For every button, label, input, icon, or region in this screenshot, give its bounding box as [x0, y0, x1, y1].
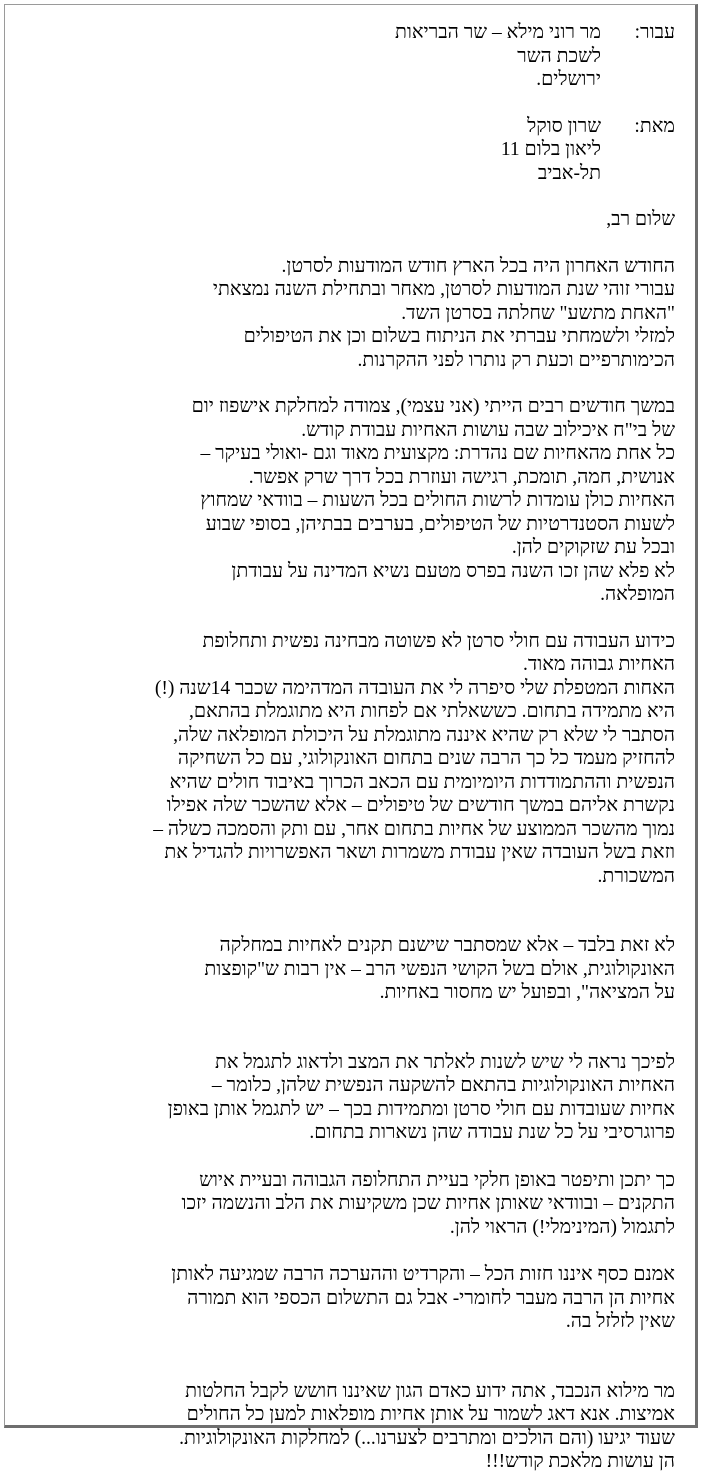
recipient-block — [19, 21, 675, 92]
text-line: האחיות האונקולוגיות בהתאם להשקעה הנפשית שלהן, כלומר – — [211, 1075, 675, 1096]
text-line: הן עושות מלאכת קודש!!! — [485, 1451, 675, 1472]
paragraph-2 — [19, 395, 675, 607]
text-line: על המציאה", ובפועל יש מחסור באחיות. — [379, 982, 675, 1003]
text-line: התקנים – ובוודאי שאותן אחיות שכן משקיעות את הלב והנשמה יזכו — [181, 1193, 675, 1214]
text-line: ובכל עת שזקוקים להן. — [511, 537, 675, 558]
text-line: "האחת מתשע" שחלתה בסרטן השד. — [401, 302, 675, 324]
text-line: מר מילוא הנכבד, אתה ידוע כאדם הגון שאיננו חושש לקבל החלטות — [185, 1380, 675, 1402]
text-line: המשכורת. — [597, 865, 675, 887]
paragraph-4 — [19, 934, 675, 1005]
paragraph-8 — [19, 1380, 675, 1474]
paragraph-1 — [19, 255, 675, 373]
text-line: נמוך מהשכר הממוצע של אחיות בתחום אחר, עם ותק והסמכה כשלה – — [153, 818, 675, 840]
text-line: עבורי זוהי שנת המודעות לסרטן, מאחר ובתחילת השנה נמצאתי — [212, 279, 675, 300]
text-line: החודש האחרון היה בכל הארץ חודש המודעות לסרטן. — [281, 255, 675, 277]
sender-block — [19, 115, 675, 186]
recipient-line: מר רוני מילא – שר הבריאות — [394, 22, 601, 43]
text-line: למזלי ולשמחתי עברתי את הניתוח בשלום וכן את הטיפולים — [243, 326, 675, 347]
sender-lines — [501, 115, 613, 186]
paragraph-3 — [19, 630, 675, 889]
text-line: הסתבר לי שלא רק שהיא איננה מתוגמלת על היכולת המופלאה שלה, — [173, 724, 675, 746]
text-line: האונקולוגית, אולם בשל הקושי הנפשי הרב – אין רבות ש"קופצות — [204, 958, 675, 980]
text-line: שעוד יגיעו (והם הולכים ומתרבים לצערנו...) למחלקות האונקולוגיות. — [179, 1427, 675, 1449]
text-line: כידוע העבודה עם חולי סרטן לא פשוטה מבחינה נפשית ותחלופת — [202, 630, 675, 652]
text-line: להחזיק מעמד כל כך הרבה שנים בתחום האונקולוגי, עם כל השחיקה — [177, 748, 675, 769]
recipient-line: ירושלים. — [536, 69, 601, 90]
text-line: אמיצות. אנא דאג לשמור על אותן אחיות מופלאות למען כל החולים — [186, 1404, 675, 1425]
text-line: כך יתכן ותיפטר באופן חלקי בעיית התחלופה הגבוהה ובעיית איוש — [199, 1169, 675, 1191]
sender-label: מאת: — [634, 115, 675, 137]
text-line: פרוגרסיבי על כל שנת עבודה שהן נשארות בתחום. — [309, 1122, 675, 1143]
sender-line: שרון סוקל — [527, 115, 601, 137]
text-line: במשך חודשים רבים הייתי (אני עצמי), צמודה למחלקת אישפוז יום — [191, 396, 675, 417]
text-line: לתגמול (המינימלי!) הראוי להן. — [449, 1216, 675, 1238]
text-line: נקשרת אליהם במשך חודשים של טיפולים – אלא שהשכר שלה אפילו — [166, 795, 675, 816]
recipient-line: לשכת השר — [517, 45, 601, 67]
text-line: לשעות הסטנדרטיות של הטיפולים, בערבים בבתיהן, בסופי שבוע — [205, 513, 675, 535]
text-line: האחיות גבוהה מאוד. — [523, 654, 675, 675]
text-line: המופלאה. — [600, 584, 675, 605]
text-line: אחיות שעובדות עם חולי סרטן ומתמידות בכך – יש לתגמל אותן באופן — [167, 1098, 675, 1120]
text-line: הנפשית וההתמודדות היומיומית עם הכאב הכרוך באיבוד חולים שהיא — [169, 771, 675, 793]
text-line: אחיות הן הרבה מעבר לחומרי- אבל גם התשלום הכספי הוא תמורה — [187, 1287, 675, 1309]
text-line: שאין לזלזל בה. — [565, 1311, 675, 1332]
text-line: אנושית, חמה, תומכת, רגישה ועוזרת בכל דרך שרק אפשר. — [248, 466, 675, 488]
text-line: כל אחת מהאחיות שם נהדרת: מקצועית מאוד וגם -ואולי בעיקר – — [200, 443, 675, 464]
paragraph-5 — [19, 1051, 675, 1145]
recipient-label: עבור: — [634, 22, 675, 43]
text-line: אמנם כסף איננו חזות הכל – והקרדיט וההערכה הרבה שמגיעה לאותן — [171, 1264, 675, 1285]
letter-body — [19, 21, 675, 1474]
sender-line: ליאון בלום 11 — [500, 139, 601, 160]
text-line: לא זאת בלבד – אלא שמסתבר שישנם תקנים לאחיות במחלקה — [219, 935, 675, 956]
text-line: לפיכך נראה לי שיש לשנות לאלתר את המצב ולדאוג לתגמל את — [214, 1051, 675, 1073]
text-line: של בי"ח איכילוב שבה עושות האחיות עבודת קודש. — [301, 419, 675, 441]
text-line: האחיות כולן עומדות לרשות החולים בכל השעות – בוודאי שמחוץ — [200, 490, 675, 511]
text-line: לא פלא שהן זכו השנה בפרס מטעם נשיא המדינה על עבודתן — [231, 560, 675, 582]
text-line: הכימותרפיים וכעת רק נותרו לפני ההקרנות. — [357, 349, 675, 371]
text-line: האחות המטפלת שלי סיפרה לי את העובדה המדהימה שכבר 14שנה (!) — [154, 677, 675, 699]
paragraph-6 — [19, 1169, 675, 1240]
document-page — [4, 4, 698, 1472]
paragraph-7 — [19, 1263, 675, 1334]
sender-line: תל-אביב — [537, 162, 601, 184]
greeting: שלום רב, — [606, 209, 675, 230]
text-line: וזאת בשל העובדה שאין עבודת משמרות ושאר האפשרויות להגדיל את — [164, 842, 675, 863]
text-line: היא מתמידה בתחום. כששאלתי אם לפחות היא מתוגמלת בהתאם, — [189, 701, 675, 722]
recipient-lines — [395, 21, 613, 92]
